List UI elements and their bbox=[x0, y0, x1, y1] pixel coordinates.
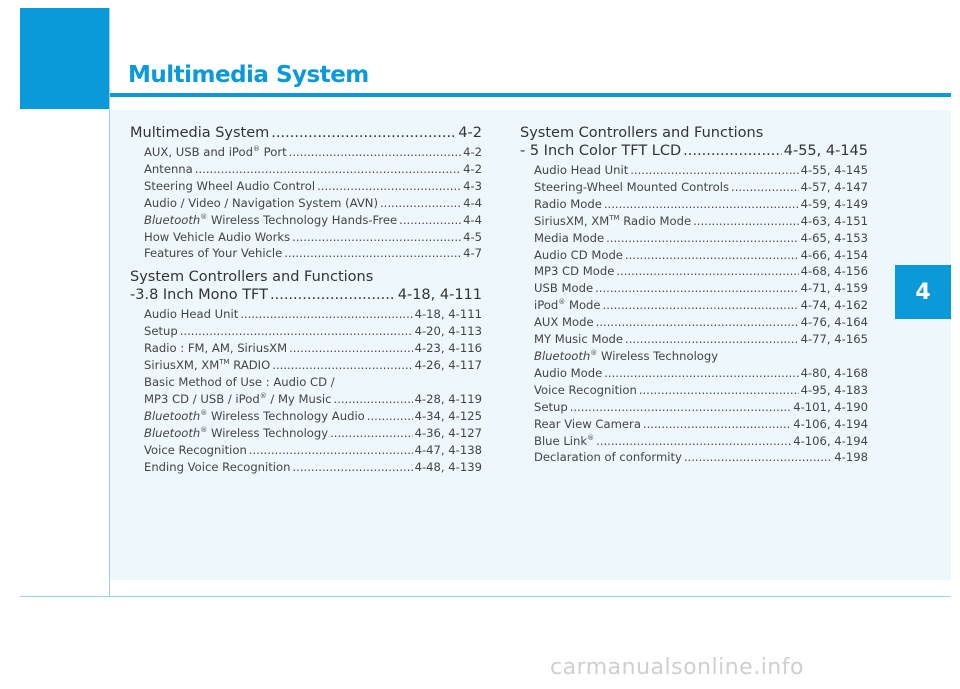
toc-entry-label bbox=[144, 408, 365, 425]
toc-entry[interactable] bbox=[144, 178, 482, 195]
superscript-mark: ® bbox=[200, 425, 208, 434]
bluetooth-trademark: Bluetooth bbox=[144, 212, 201, 227]
dot-leader bbox=[334, 391, 413, 408]
toc-page-ref: 4-48, 4-139 bbox=[414, 459, 482, 474]
toc-page-ref: 4-65, 4-153 bbox=[800, 230, 868, 245]
toc-heading-line bbox=[520, 124, 868, 142]
toc-entry-label bbox=[144, 323, 178, 340]
toc-entry[interactable] bbox=[534, 297, 868, 314]
toc-entry-label bbox=[534, 162, 628, 179]
toc-page-ref: 4-101, 4-190 bbox=[793, 399, 868, 414]
label-text: Declaration of conformity bbox=[534, 450, 682, 465]
toc-page-ref: 4-57, 4-147 bbox=[800, 179, 868, 194]
label-text: Audio Head Unit bbox=[144, 307, 239, 322]
dot-leader bbox=[616, 263, 798, 280]
toc-entry-continued: Basic Method of Use : Audio CD / bbox=[144, 374, 335, 389]
toc-entry-label bbox=[534, 247, 623, 264]
toc-page-ref: 4-4 bbox=[463, 212, 482, 227]
toc-entry-list bbox=[144, 306, 482, 475]
toc-entry-list bbox=[144, 144, 482, 262]
toc-entry-list bbox=[534, 162, 868, 466]
toc-page-ref: 4-20, 4-113 bbox=[414, 324, 482, 339]
toc-entry[interactable] bbox=[534, 247, 868, 264]
label-text: Steering-Wheel Mounted Controls bbox=[534, 179, 730, 194]
toc-entry-continued bbox=[534, 348, 868, 365]
toc-page-ref: 4-4 bbox=[463, 195, 482, 210]
toc-page-ref: 4-26, 4-117 bbox=[414, 358, 482, 373]
superscript-mark: TM bbox=[609, 213, 620, 222]
superscript-mark: ® bbox=[252, 145, 260, 154]
toc-page-ref: 4-28, 4-119 bbox=[414, 391, 482, 406]
toc-heading-label: -3.8 Inch Mono TFT bbox=[130, 287, 268, 304]
toc-page-ref: 4-34, 4-125 bbox=[414, 408, 482, 423]
toc-entry-label bbox=[144, 144, 287, 161]
toc-section-heading[interactable] bbox=[130, 268, 482, 304]
superscript-mark: ® bbox=[590, 349, 598, 358]
watermark: carmanualsonline.info bbox=[550, 655, 804, 680]
toc-entry-label bbox=[534, 213, 691, 230]
dot-leader bbox=[596, 433, 791, 450]
dot-leader bbox=[693, 213, 799, 230]
dot-leader bbox=[595, 280, 799, 297]
toc-page-ref: 4-36, 4-127 bbox=[414, 425, 482, 440]
label-text: AUX, USB and iPod bbox=[144, 145, 253, 159]
label-text: AUX Mode bbox=[534, 315, 594, 330]
toc-page-ref: 4-7 bbox=[463, 246, 482, 261]
toc-entry-label bbox=[534, 416, 641, 433]
label-text: Audio CD Mode bbox=[534, 247, 623, 262]
label-text: MY Music Mode bbox=[534, 332, 624, 347]
toc-entry-label bbox=[534, 382, 637, 399]
toc-entry-label bbox=[534, 263, 614, 280]
toc-page-ref: 4-18, 4-111 bbox=[397, 287, 482, 304]
dot-leader bbox=[317, 178, 461, 195]
toc-page-ref: 4-71, 4-159 bbox=[800, 281, 868, 296]
toc-page-ref: 4-2 bbox=[458, 125, 482, 141]
label-text: Audio / Video / Navigation System (AVN) bbox=[144, 195, 378, 210]
toc-entry[interactable] bbox=[534, 280, 868, 297]
toc-entry-label bbox=[144, 195, 378, 212]
toc-entry[interactable] bbox=[534, 331, 868, 348]
toc-entry-label bbox=[144, 212, 397, 229]
label-text: Media Mode bbox=[534, 230, 605, 245]
toc-page-ref: 4-5 bbox=[463, 229, 482, 244]
toc-page-ref: 4-66, 4-154 bbox=[800, 247, 868, 262]
label-text: Voice Recognition bbox=[534, 382, 637, 397]
toc-entry-label bbox=[534, 399, 568, 416]
toc-entry-label bbox=[144, 306, 238, 323]
dot-leader bbox=[603, 297, 799, 314]
label-text: SiriusXM, XM bbox=[144, 358, 220, 373]
toc-entry[interactable] bbox=[144, 144, 482, 161]
toc-heading-line bbox=[130, 124, 482, 142]
toc-entry[interactable] bbox=[534, 179, 868, 196]
chapter-tab[interactable]: 4 bbox=[895, 265, 951, 319]
toc-entry[interactable] bbox=[534, 382, 868, 399]
toc-entry[interactable] bbox=[534, 449, 868, 466]
dot-leader bbox=[272, 357, 412, 374]
label-text: SiriusXM, XM bbox=[534, 213, 610, 228]
dot-leader bbox=[240, 306, 412, 323]
label-text: Setup bbox=[534, 399, 568, 414]
dot-leader bbox=[643, 416, 791, 433]
superscript-mark: TM bbox=[219, 358, 230, 367]
toc-page-ref: 4-55, 4-145 bbox=[800, 163, 868, 177]
toc-entry[interactable] bbox=[144, 391, 482, 408]
toc-entry[interactable] bbox=[144, 161, 482, 178]
dot-leader bbox=[380, 195, 461, 212]
toc-page-ref: 4-63, 4-151 bbox=[800, 213, 868, 228]
header-rule bbox=[110, 93, 951, 97]
dot-leader bbox=[570, 399, 792, 416]
label-text: Port bbox=[259, 145, 287, 159]
toc-heading-label: System Controllers and Functions bbox=[130, 269, 374, 286]
dot-leader bbox=[249, 442, 413, 459]
label-text: Setup bbox=[144, 324, 178, 339]
dot-leader bbox=[596, 314, 799, 331]
toc-entry-label bbox=[534, 196, 602, 213]
label-text: Radio Mode bbox=[534, 196, 602, 211]
toc-entry[interactable] bbox=[144, 306, 482, 323]
dot-leader bbox=[180, 323, 413, 340]
toc-entry-label bbox=[144, 245, 282, 262]
label-text: USB Mode bbox=[534, 281, 594, 296]
toc-entry-label bbox=[534, 314, 594, 331]
toc-entry[interactable] bbox=[534, 213, 868, 230]
toc-entry-label bbox=[534, 449, 682, 466]
toc-right-column bbox=[520, 124, 868, 472]
toc-page-ref: 4-198 bbox=[834, 450, 868, 465]
toc-entry[interactable] bbox=[144, 245, 482, 262]
toc-entry[interactable] bbox=[144, 212, 482, 229]
dot-leader bbox=[289, 144, 461, 161]
toc-entry[interactable] bbox=[144, 442, 482, 459]
footer-rule bbox=[20, 596, 951, 597]
toc-heading-line bbox=[130, 286, 482, 304]
dot-leader bbox=[330, 425, 413, 442]
toc-entry-label bbox=[534, 230, 604, 247]
label-text: Wireless Technology bbox=[597, 348, 719, 363]
label-text: MP3 CD / USB / iPod bbox=[144, 391, 260, 406]
superscript-mark: ® bbox=[558, 298, 566, 307]
toc-page-ref: 4-106, 4-194 bbox=[793, 416, 868, 431]
toc-entry[interactable] bbox=[534, 399, 868, 416]
label-text: Wireless Technology Hands-Free bbox=[207, 212, 398, 227]
toc-heading-line bbox=[520, 142, 868, 160]
toc-page-ref: 4-2 bbox=[463, 145, 482, 159]
label-text: Audio Head Unit bbox=[534, 163, 629, 177]
superscript-mark: ® bbox=[200, 212, 208, 221]
label-text: Wireless Technology Audio bbox=[207, 408, 365, 423]
toc-entry-label bbox=[144, 425, 328, 442]
toc-section-heading[interactable] bbox=[130, 124, 482, 142]
label-text: Radio Mode bbox=[619, 213, 692, 228]
toc-page-ref: 4-74, 4-162 bbox=[800, 298, 868, 313]
toc-entry[interactable] bbox=[144, 323, 482, 340]
toc-entry-label bbox=[534, 179, 729, 196]
toc-entry-label bbox=[144, 459, 290, 476]
toc-heading-line bbox=[130, 268, 482, 286]
chapter-color-block bbox=[20, 8, 109, 109]
toc-entry[interactable] bbox=[144, 340, 482, 357]
dot-leader bbox=[731, 179, 799, 196]
label-text: Ending Voice Recognition bbox=[144, 459, 291, 474]
dot-leader bbox=[630, 162, 798, 179]
toc-entry[interactable] bbox=[534, 162, 868, 179]
toc-entry-label bbox=[144, 161, 193, 178]
dot-leader bbox=[271, 124, 456, 142]
label-text: Antenna bbox=[144, 161, 193, 176]
label-text: Blue Link bbox=[534, 433, 588, 448]
dot-leader bbox=[683, 142, 782, 160]
bluetooth-trademark: Bluetooth bbox=[144, 408, 201, 423]
dot-leader bbox=[289, 340, 413, 357]
toc-entry-label bbox=[144, 229, 290, 246]
toc-entry[interactable] bbox=[534, 314, 868, 331]
dot-leader bbox=[270, 286, 396, 304]
toc-entry-label bbox=[534, 433, 594, 450]
toc-page-ref: 4-68, 4-156 bbox=[800, 264, 868, 279]
page-title: Multimedia System bbox=[128, 62, 369, 88]
toc-heading-label: Multimedia System bbox=[130, 125, 270, 141]
toc-entry-label bbox=[534, 331, 623, 348]
label-text: Rear View Camera bbox=[534, 416, 641, 431]
label-text: Features of Your Vehicle bbox=[144, 246, 283, 261]
toc-page-ref: 4-3 bbox=[463, 178, 482, 193]
toc-entry-label bbox=[534, 365, 602, 382]
dot-leader bbox=[399, 212, 461, 229]
toc-page-ref: 4-2 bbox=[463, 161, 482, 176]
label-text: MP3 CD Mode bbox=[534, 264, 615, 279]
toc-page-ref: 4-23, 4-116 bbox=[414, 341, 482, 356]
dot-leader bbox=[684, 449, 832, 466]
toc-heading-label: - 5 Inch Color TFT LCD bbox=[520, 143, 682, 159]
toc-heading-label: System Controllers and Functions bbox=[520, 125, 764, 141]
toc-entry-label bbox=[144, 357, 270, 374]
label-text: Steering Wheel Audio Control bbox=[144, 178, 316, 193]
toc-page-ref: 4-80, 4-168 bbox=[800, 365, 868, 380]
toc-entry[interactable] bbox=[534, 263, 868, 280]
toc-entry[interactable] bbox=[144, 357, 482, 374]
toc-entry[interactable] bbox=[534, 416, 868, 433]
toc-entry-label bbox=[144, 391, 332, 408]
label-text: RADIO bbox=[229, 358, 271, 373]
toc-entry-label bbox=[144, 442, 247, 459]
label-text: / My Music bbox=[266, 391, 332, 406]
toc-entry[interactable] bbox=[534, 230, 868, 247]
toc-page-ref: 4-77, 4-165 bbox=[800, 332, 868, 347]
toc-entry[interactable] bbox=[144, 425, 482, 442]
toc-entry[interactable] bbox=[144, 459, 482, 476]
label-text: Wireless Technology bbox=[207, 425, 329, 440]
label-text: Voice Recognition bbox=[144, 442, 247, 457]
dot-leader bbox=[195, 161, 461, 178]
toc-left-column bbox=[130, 124, 482, 481]
dot-leader bbox=[639, 382, 799, 399]
dot-leader bbox=[292, 459, 412, 476]
label-text: Mode bbox=[565, 298, 601, 313]
dot-leader bbox=[625, 247, 799, 264]
toc-entry-label bbox=[144, 340, 287, 357]
toc-entry[interactable] bbox=[534, 433, 868, 450]
label-text: Audio Mode bbox=[534, 365, 603, 380]
bluetooth-trademark: Bluetooth bbox=[144, 425, 201, 440]
dot-leader bbox=[604, 365, 798, 382]
toc-entry[interactable] bbox=[144, 195, 482, 212]
toc-entry[interactable] bbox=[144, 229, 482, 246]
label-text: Radio : FM, AM, SiriusXM bbox=[144, 341, 288, 356]
dot-leader bbox=[606, 230, 799, 247]
toc-entry-label bbox=[534, 280, 593, 297]
toc-entry-label bbox=[534, 297, 601, 314]
superscript-mark: ® bbox=[259, 392, 267, 401]
toc-page-ref: 4-47, 4-138 bbox=[414, 442, 482, 457]
toc-page-ref: 4-95, 4-183 bbox=[800, 382, 868, 397]
toc-section-heading[interactable] bbox=[520, 124, 868, 160]
toc-entry-label bbox=[144, 178, 315, 195]
superscript-mark: ® bbox=[200, 408, 208, 417]
toc-page-ref: 4-55, 4-145 bbox=[783, 143, 868, 159]
dot-leader bbox=[604, 196, 799, 213]
superscript-mark: ® bbox=[587, 433, 595, 442]
dot-leader bbox=[625, 331, 799, 348]
label-text: iPod bbox=[534, 298, 559, 313]
dot-leader bbox=[284, 245, 461, 262]
dot-leader bbox=[367, 408, 413, 425]
toc-entry[interactable] bbox=[534, 365, 868, 382]
toc-entry[interactable] bbox=[534, 196, 868, 213]
toc-page-ref: 4-106, 4-194 bbox=[793, 433, 868, 448]
toc-page-ref: 4-18, 4-111 bbox=[414, 307, 482, 322]
dot-leader bbox=[292, 229, 461, 246]
toc-page-ref: 4-76, 4-164 bbox=[800, 315, 868, 330]
toc-entry[interactable] bbox=[144, 408, 482, 425]
bluetooth-trademark: Bluetooth bbox=[534, 348, 591, 363]
toc-page-ref: 4-59, 4-149 bbox=[800, 196, 868, 211]
label-text: How Vehicle Audio Works bbox=[144, 229, 291, 244]
